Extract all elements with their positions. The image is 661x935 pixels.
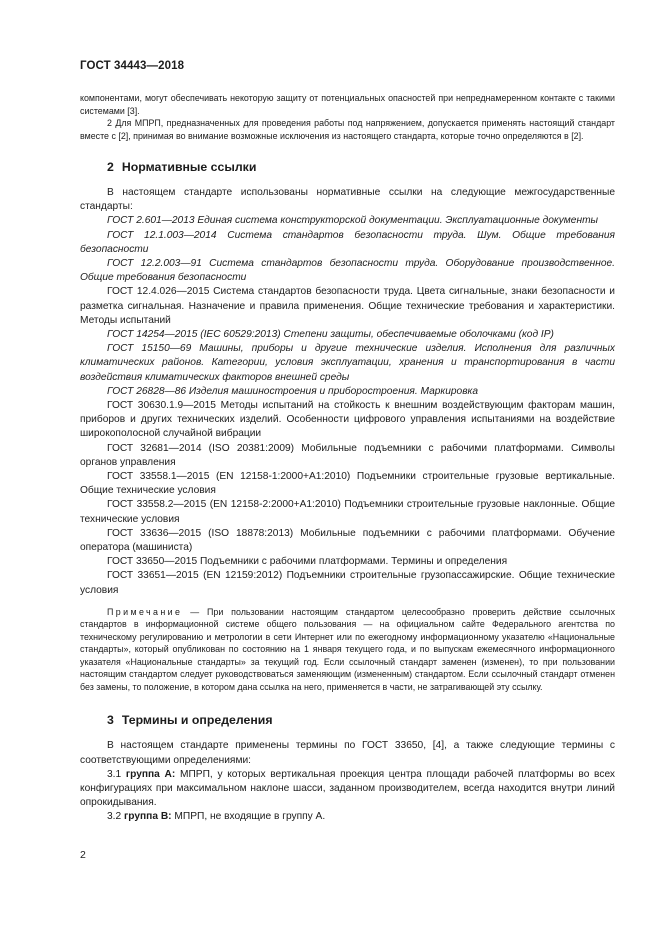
reference-item: ГОСТ 14254—2015 (IEC 60529:2013) Степени защиты, обеспечиваемые оболочками (код IP)	[107, 329, 554, 341]
reference-item: ГОСТ 12.4.026—2015 Система стандартов безопасности труда. Цвета сигнальные, знаки безопасности и разметка сигнальная. Назначение и правила применения. Общие технические требования и характеристики. Методы испытаний	[80, 286, 615, 326]
section-2-note	[80, 606, 615, 694]
intro-paragraph-2: 2 Для МПРП, предназначенных для проведения работы под напряжением, допускается применять настоящий стандарт вместе с [2], принимая во внимание возможные исключения из настоящего стандарта, которые точно определяются в [2].	[80, 118, 615, 141]
reference-item: ГОСТ 2.601—2013 Единая система конструкторской документации. Эксплуатационные документы	[107, 215, 599, 227]
section-3-title: Термины и определения	[121, 713, 273, 728]
reference-item: ГОСТ 12.1.003—2014 Система стандартов безопасности труда. Шум. Общие требования безопасности	[80, 229, 615, 255]
page-content	[80, 92, 615, 825]
document-header: ГОСТ 34443—2018	[80, 60, 185, 72]
term-text: МПРП, не входящие в группу А.	[174, 811, 326, 823]
note-text: — При пользовании настоящим стандартом целесообразно проверить действие ссылочных стандартов в информационной системе общего пользования — на официальном сайте Федерального агентства по техническому регулированию и метрологии в сети Интернет или по ежегодному информационному указателю «Национальные стандарты», который опубликован по состоянию на 1 января текущего года, и по выпускам ежемесячного информационного указателя «Национальные стандарты» за текущий год. Если ссылочный стандарт заменен (изменен), то при пользовании настоящим стандартом следует руководствоваться заменяющим (измененным) стандартом. Если ссылочный стандарт отменен без замены, то положение, в котором дана ссылка на него, применяется в части, не затрагивающей эту ссылку.	[80, 606, 616, 692]
reference-item: ГОСТ 12.2.003—91 Система стандартов безопасности труда. Оборудование производственное. Общие требования безопасности	[80, 258, 615, 284]
term-name: группа В:	[124, 811, 172, 823]
section-3-lead: В настоящем стандарте применены термины по ГОСТ 33650, [4], а также следующие термины с соответствующими определениями:	[80, 740, 615, 766]
reference-item: ГОСТ 33636—2015 (ISO 18878:2013) Мобильные подъемники с рабочими платформами. Обучение оператора (машиниста)	[80, 527, 615, 554]
term-number: 3.1	[107, 768, 122, 780]
reference-item: ГОСТ 33558.1—2015 (EN 12158-1:2000+A1:2010) Подъемники строительные грузовые вертикальные. Общие технические условия	[80, 471, 615, 497]
reference-item: ГОСТ 33650—2015 Подъемники с рабочими платформами. Термины и определения	[107, 556, 508, 568]
term-definition	[80, 768, 615, 811]
reference-item: ГОСТ 30630.1.9—2015 Методы испытаний на стойкость к внешним воздействующим факторам машин, приборов и других технических изделий. Особенности цифрового управления испытаниями на воздействие широкополосной случайной вибрации	[80, 400, 615, 440]
reference-item: ГОСТ 26828—86 Изделия машиностроения и приборостроения. Маркировка	[107, 385, 479, 397]
reference-item: ГОСТ 32681—2014 (ISO 20381:2009) Мобильные подъемники с рабочими платформами. Символы органов управления	[80, 442, 615, 468]
section-2-title: Нормативные ссылки	[121, 160, 257, 174]
section-2-lead: В настоящем стандарте использованы нормативные ссылки на следующие межгосударственные стандарты:	[80, 187, 615, 213]
term-number: 3.2	[107, 811, 122, 823]
section-2-number: 2	[107, 160, 114, 174]
term-definition	[80, 810, 615, 824]
section-3-number: 3	[107, 713, 114, 728]
section-3-heading	[80, 713, 615, 727]
reference-item: ГОСТ 33558.2—2015 (EN 12158-2:2000+A1:2010) Подъемники строительные грузовые наклонные. Общие технические условия	[80, 499, 615, 525]
reference-item: ГОСТ 15150—69 Машины, приборы и другие технические изделия. Исполнения для различных климатических районов. Категории, условия эксплуатации, хранения и транспортирования в части воздействия климатических факторов внешней среды	[80, 343, 615, 383]
reference-item: ГОСТ 33651—2015 (EN 12159:2012) Подъемники строительные грузопассажирские. Общие технические условия	[80, 570, 615, 596]
term-name: группа А:	[125, 768, 176, 780]
term-text: МПРП, у которых вертикальная проекция центра площади рабочей платформы во всех конфигурациях при максимальном наклоне шасси, заданном производителем, всегда находится внутри линий опрокидывания.	[80, 768, 615, 809]
note-label: Примечание	[107, 606, 183, 617]
section-2-heading	[80, 160, 615, 174]
page-number: 2	[80, 849, 86, 861]
intro-paragraph-1: компонентами, могут обеспечивать некоторую защиту от потенциальных опасностей при непреднамеренном контакте с такими системами [3].	[80, 93, 615, 116]
